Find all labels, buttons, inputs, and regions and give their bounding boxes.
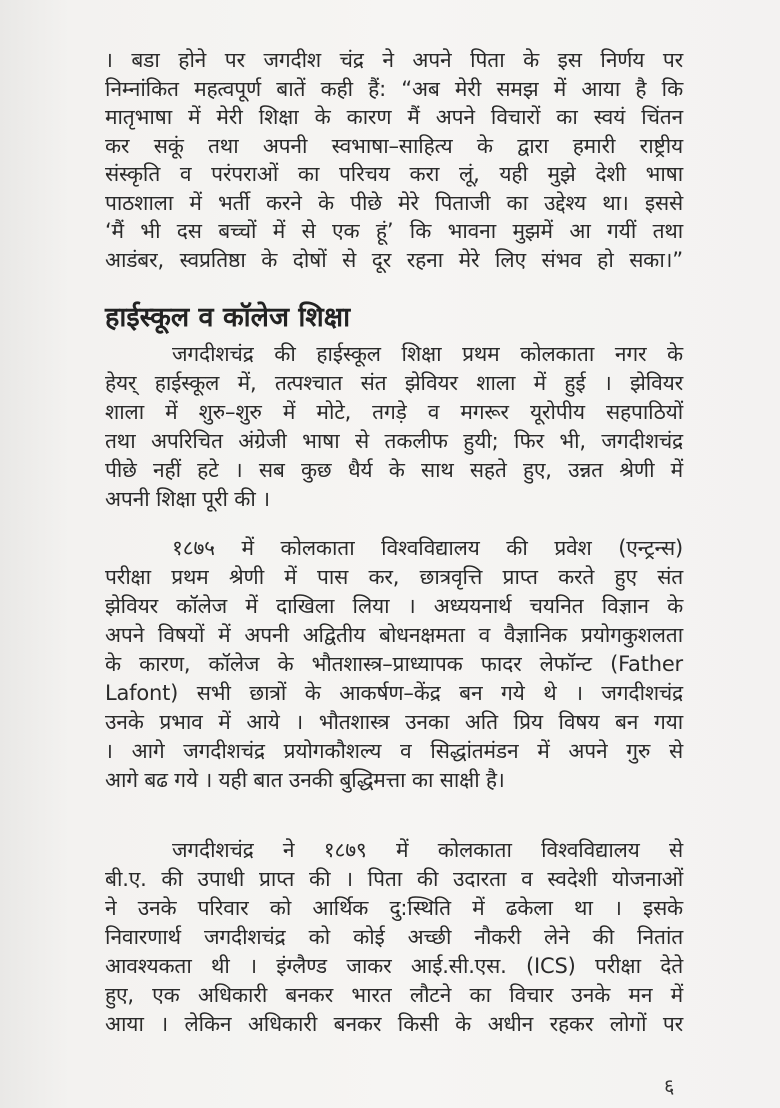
- text-line: संस्कृति व परंपराओं का परिचय करा लूं, यही मुझे देशी भाषा: [105, 162, 683, 186]
- text-line: आवश्यकता थी । इंग्लैण्ड जाकर आई.सी.एस. (ICS) परीक्षा देते: [105, 954, 683, 978]
- text-line: आडंबर, स्वप्रतिष्ठा के दोषों से दूर रहना मेरे लिए संभव हो सका।”: [105, 248, 683, 272]
- text-line: ने उनके परिवार को आर्थिक दु:स्थिति में ढकेला था । इसके: [105, 896, 683, 920]
- text-line: के कारण, कॉलेज के भौतशास्त्र–प्राध्यापक फादर लेफॉन्ट (Father: [105, 652, 683, 676]
- text-line: तथा अपरिचित अंग्रेजी भाषा से तकलीफ हुयी; फिर भी, जगदीशचंद्र: [105, 429, 683, 453]
- text-line: शाला में शुरु–शुरु में मोटे, तगड़े व मगरूर यूरोपीय सहपाठियों: [105, 400, 683, 424]
- text-line: पीछे नहीं हटे । सब कुछ धैर्य के साथ सहते हुए, उन्नत श्रेणी में: [105, 458, 683, 482]
- text-line: जगदीशचंद्र की हाईस्कूल शिक्षा प्रथम कोलकाता नगर के: [172, 342, 683, 366]
- text-line: जगदीशचंद्र ने १८७९ में कोलकाता विश्वविद्यालय से: [172, 838, 683, 862]
- text-line: झेवियर कॉलेज में दाखिला लिया । अध्ययनार्थ चयनित विज्ञान के: [105, 594, 683, 618]
- text-line: पाठशाला में भर्ती करने के पीछे मेरे पिताजी का उद्देश्य था। इससे: [105, 191, 683, 215]
- text-line: बी.ए. की उपाधी प्राप्त की । पिता की उदारता व स्वदेशी योजनाओं: [105, 867, 683, 891]
- text-line: Lafont) सभी छात्रों के आकर्षण–केंद्र बन गये थे । जगदीशचंद्र: [105, 681, 683, 705]
- text-line: निम्नांकित महत्वपूर्ण बातें कही हैं: “अब मेरी समझ में आया है कि: [105, 77, 683, 101]
- text-line: हुए, एक अधिकारी बनकर भारत लौटने का विचार उनके मन में: [105, 983, 683, 1007]
- text-line: आगे बढ गये । यही बात उनकी बुद्धिमत्ता का साक्षी है।: [105, 768, 505, 792]
- text-line: उनके प्रभाव में आये । भौतशास्त्र उनका अति प्रिय विषय बन गया: [105, 710, 683, 734]
- section-heading: हाईस्कूल व कॉलेज शिक्षा: [105, 302, 351, 333]
- text-line: १८७५ में कोलकाता विश्वविद्यालय की प्रवेश (एन्ट्रन्स): [172, 536, 683, 560]
- page-number: ६: [664, 1074, 675, 1098]
- text-line: कर सकूं तथा अपनी स्वभाषा–साहित्य के द्वारा हमारी राष्ट्रीय: [105, 134, 683, 158]
- text-line: अपने विषयों में अपनी अद्वितीय बोधनक्षमता व वैज्ञानिक प्रयोगकुशलता: [105, 623, 683, 647]
- text-line: निवारणार्थ जगदीशचंद्र को कोई अच्छी नौकरी लेने की नितांत: [105, 925, 683, 949]
- text-line: आया । लेकिन अधिकारी बनकर किसी के अधीन रहकर लोगों पर: [105, 1012, 683, 1036]
- text-line: ‘मैं भी दस बच्चों में से एक हूं’ कि भावना मुझमें आ गयीं तथा: [105, 219, 683, 243]
- text-line: । आगे जगदीशचंद्र प्रयोगकौशल्य व सिद्धांतमंडन में अपने गुरु से: [105, 739, 683, 763]
- text-line: अपनी शिक्षा पूरी की ।: [105, 487, 270, 511]
- text-line: परीक्षा प्रथम श्रेणी में पास कर, छात्रवृत्ति प्राप्त करते हुए संत: [105, 565, 683, 589]
- text-line: मातृभाषा में मेरी शिक्षा के कारण मैं अपने विचारों का स्वयं चिंतन: [105, 105, 683, 129]
- text-line: हेयर् हाईस्कूल में, तत्पश्चात संत झेवियर शाला में हुई । झेवियर: [105, 371, 683, 395]
- text-line: । बडा होने पर जगदीश चंद्र ने अपने पिता के इस निर्णय पर: [105, 48, 683, 72]
